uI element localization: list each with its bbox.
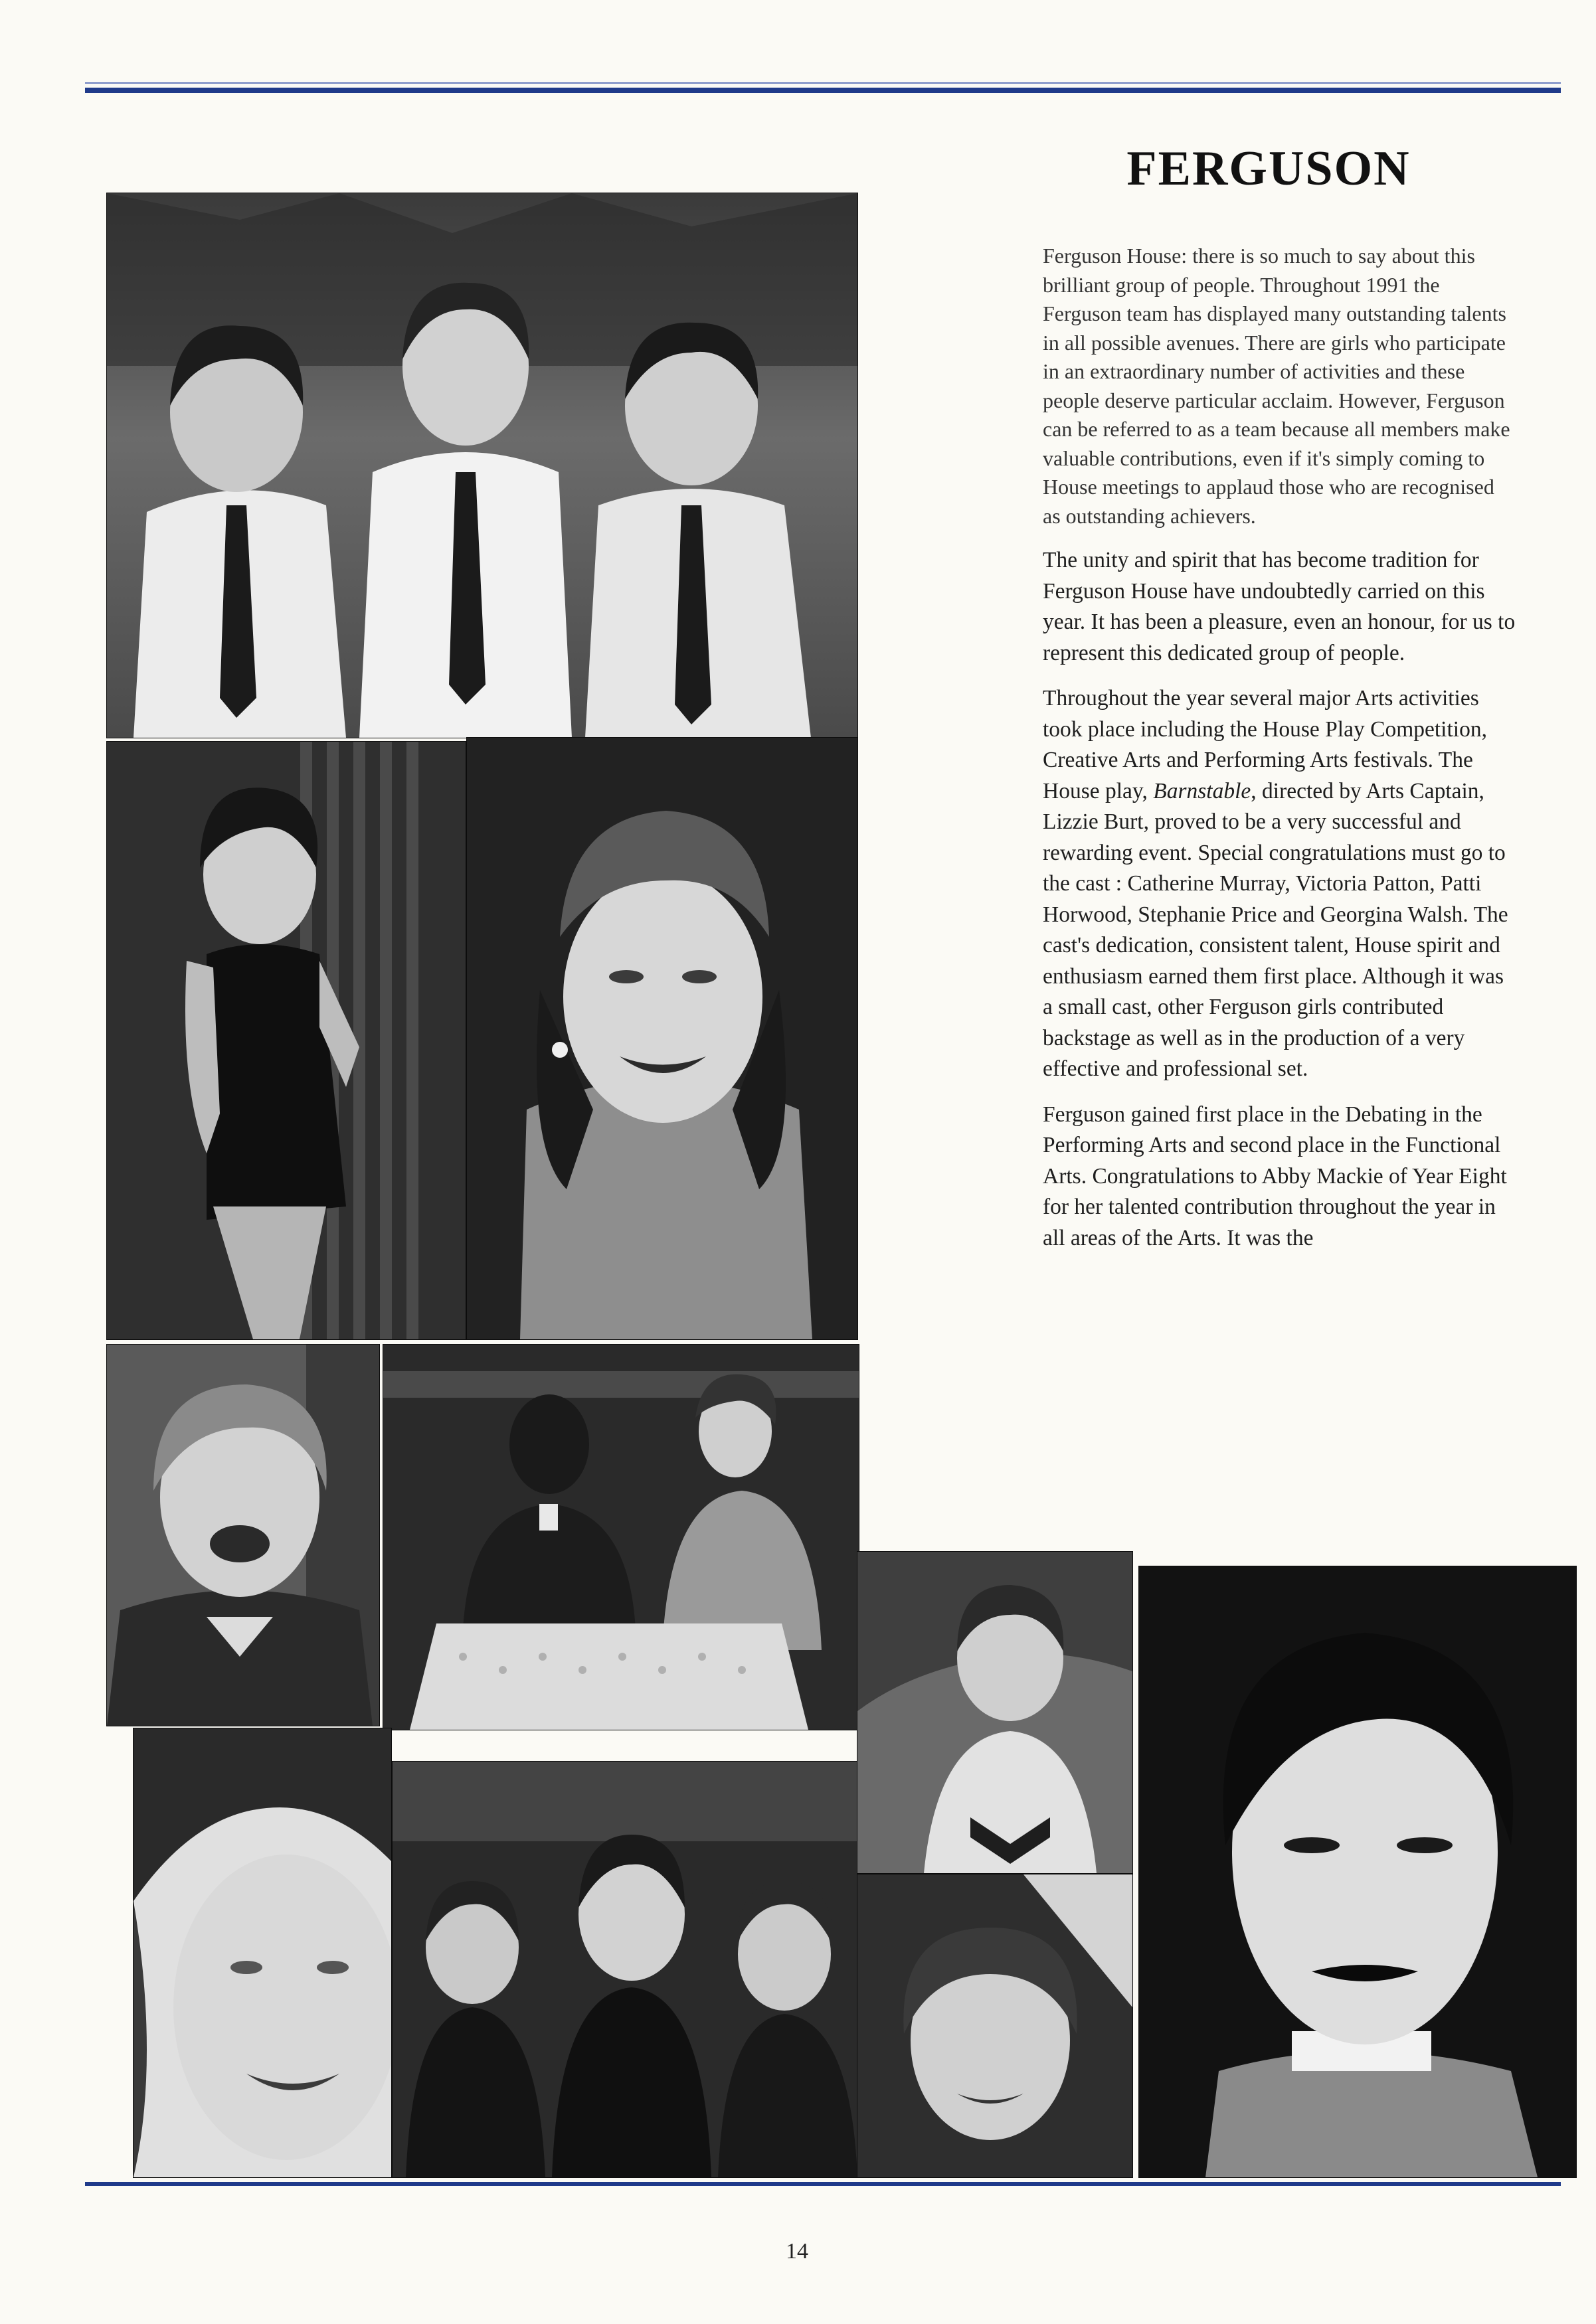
bottom-rule [85,2182,1561,2186]
play-title: Barnstable [1153,778,1251,803]
top-rule-thin [85,82,1561,84]
photo-girl-headscarf [466,737,858,1340]
article-paragraph-4: Ferguson gained first place in the Debating in the Performing Arts and second place in the Functional Arts. Congratulations to Abby Mackie of Year Eight for her talented contribution throughout the year in all areas of the Arts. It was the [1043,1102,1507,1250]
photo-curly-haired-girl [857,1874,1133,2178]
article-paragraph-3-part-b: , directed by Arts Captain, Lizzie Burt, proved to be a very successful and rewarding event. Special congratulations must go to the cast : Catherine Murray, Victoria Patton, Patti Horwood, Stephanie Price and Georgina Walsh. The cast's dedication, consistent talent, House spirit and enthusiasm earned them first place. Although it was a small cast, other Ferguson girls contributed backstage as well as in the production of a very effective and professional set. [1043,778,1508,1081]
photo-girl-dark-lipstick [1138,1566,1577,2178]
top-rule [85,88,1561,93]
photo-play-scene [383,1344,859,1730]
page-number: 14 [786,2239,808,2264]
photo-athlete-girl [857,1551,1133,1874]
photo-swimmer [106,741,466,1340]
photo-girl-closeup [133,1728,392,2178]
article-paragraph-3-part-a: Throughout the year several major Arts activities took place including the House Play Competition, Creative Arts and Performing Arts festivals. The House play, [1043,686,1487,803]
article-paragraph-2: The unity and spirit that has become tradition for Ferguson House have undoubtedly carried on this year. It has been a pleasure, even an honour, for us to represent this dedicated group of people. [1043,548,1516,665]
article-body [1043,242,1516,1268]
photo-laughing-girl [106,1344,380,1726]
photo-three-students-uniform [106,193,858,738]
photo-three-girls-group [392,1761,863,2178]
article-paragraph-3 [1043,683,1516,1085]
article-paragraph-1: Ferguson House: there is so much to say about this brilliant group of people. Throughout 1991 the Ferguson team has displayed many outstanding talents in all possible avenues. There are girls who participate in an extraordinary number of activities and these people deserve particular acclaim. However, Ferguson can be referred to as a team because all members make valuable contributions, even if it's simply coming to House meetings to applaud those who are recognised as outstanding achievers. [1043,244,1510,528]
page-title: FERGUSON [1126,141,1411,196]
